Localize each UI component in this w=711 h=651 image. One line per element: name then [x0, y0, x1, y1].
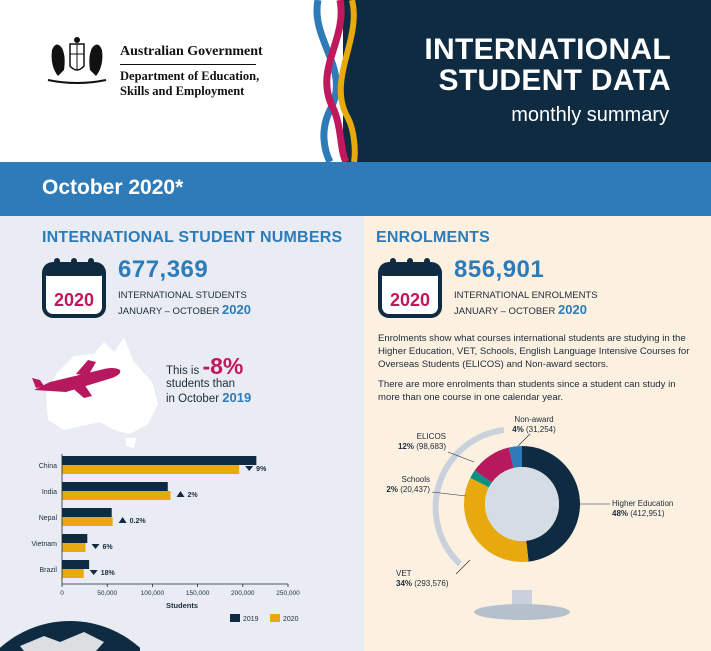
stat-year: 2019	[222, 390, 252, 405]
slice-count: (293,576)	[414, 579, 449, 588]
bar-category-label: China	[38, 463, 57, 470]
bar-category-label: Vietnam	[31, 541, 57, 548]
x-tick-label: 50,000	[97, 590, 118, 597]
bar-2019	[62, 482, 168, 491]
total-enrolments: 856,901	[454, 256, 545, 283]
slice-count: (31,254)	[526, 425, 556, 434]
bar-2019	[62, 456, 256, 465]
enrolments-caption-year: 2020	[558, 302, 587, 317]
x-tick-label: 200,000	[231, 590, 255, 597]
department-name-line2: Skills and Employment	[120, 84, 245, 98]
students-caption-line2: JANUARY – OCTOBER	[118, 306, 220, 317]
enrolments-calendar-year: 2020	[389, 290, 431, 310]
enrolments-caption	[454, 289, 598, 319]
bar-2020	[62, 569, 84, 578]
globe-stand-neck	[512, 590, 532, 606]
enrolments-caption-line1: INTERNATIONAL ENROLMENTS	[454, 290, 598, 301]
airplane-icon	[30, 360, 126, 400]
enrolments-donut-chart	[364, 412, 711, 651]
bar-2019	[62, 508, 112, 517]
government-logo-text	[120, 44, 263, 99]
slice-count: (20,437)	[400, 485, 430, 494]
enrolments-note: There are more enrolments than students since a student can study in more than one course in one calendar year.	[378, 379, 676, 403]
stat-percentage: -8%	[202, 353, 244, 379]
period-label: October 2020*	[42, 176, 184, 199]
donut-center	[485, 467, 559, 541]
down-arrow-icon	[92, 544, 100, 549]
calendar-icon	[378, 256, 442, 318]
slice-label: Higher Education	[612, 499, 674, 508]
bar-category-label: India	[41, 489, 57, 496]
bar-2020	[62, 543, 86, 552]
slice-pct: 4%	[512, 425, 526, 434]
students-caption-year: 2020	[222, 302, 251, 317]
legend-label: 2020	[283, 616, 299, 622]
bar-change-label: 0.2%	[129, 518, 146, 525]
globe-stand-base	[474, 604, 570, 620]
slice-label: Schools	[401, 475, 430, 484]
government-name: Australian Government	[120, 44, 263, 59]
bar-change-label: 9%	[256, 466, 267, 473]
bar-change-label: 2%	[187, 492, 198, 499]
x-tick-label: 150,000	[185, 590, 210, 597]
legend-label: 2019	[243, 616, 259, 622]
enrolments-heading: ENROLMENTS	[376, 229, 490, 246]
bar-category-label: Brazil	[39, 567, 57, 574]
enrolments-description: Enrolments show what courses international students are studying in the Higher Education, VET, Schools, English Language Intensive Courses for Overseas Students (ELICOS) and Non-award sectors.	[378, 333, 690, 370]
bar-2020	[62, 517, 113, 526]
students-caption-line1: INTERNATIONAL STUDENTS	[118, 290, 247, 301]
bar-category-label: Nepal	[38, 515, 57, 522]
title-line2: STUDENT DATA	[438, 64, 671, 97]
calendar-year: 2020	[53, 290, 95, 310]
slice-label: ELICOS	[416, 432, 446, 441]
page-title	[424, 34, 671, 96]
bar-2019	[62, 560, 89, 569]
slice-value	[612, 509, 665, 518]
total-students: 677,369	[118, 256, 209, 283]
slice-value	[512, 425, 556, 434]
students-caption	[118, 289, 251, 319]
x-axis-label: Students	[165, 601, 199, 610]
enrolments-caption-line2: JANUARY – OCTOBER	[454, 306, 556, 317]
slice-value	[398, 442, 446, 451]
stat-line3: in October	[166, 393, 220, 405]
up-arrow-icon	[119, 517, 127, 523]
logo-divider	[120, 64, 256, 65]
slice-value	[396, 579, 449, 588]
slice-pct: 48%	[612, 509, 631, 518]
title-line1: INTERNATIONAL	[424, 33, 671, 66]
nationality-bar-chart	[30, 452, 320, 622]
student-change-stat	[166, 353, 252, 406]
calendar-icon	[42, 256, 106, 318]
label-leader-line	[518, 434, 530, 446]
coat-of-arms-icon	[40, 36, 114, 86]
slice-count: (412,951)	[630, 509, 665, 518]
bar-2019	[62, 534, 87, 543]
ribbon-decoration	[290, 0, 380, 162]
slice-value	[386, 485, 430, 494]
x-tick-label: 0	[60, 590, 64, 597]
slice-pct: 12%	[397, 442, 417, 451]
slice-label: Non-award	[514, 415, 554, 424]
slice-count: (98,683)	[416, 442, 446, 451]
legend-swatch-2020	[270, 614, 280, 622]
slice-pct: 34%	[396, 579, 415, 588]
down-arrow-icon	[90, 570, 98, 575]
slice-label: VET	[396, 569, 412, 578]
bar-2020	[62, 465, 239, 474]
stat-line2: students than	[166, 378, 236, 390]
x-tick-label: 100,000	[140, 590, 165, 597]
bar-change-label: 6%	[102, 544, 113, 551]
stat-prefix: This is	[166, 365, 200, 377]
slice-pct: 2%	[386, 485, 401, 494]
up-arrow-icon	[176, 491, 184, 497]
student-numbers-heading: INTERNATIONAL STUDENT NUMBERS	[42, 229, 343, 246]
down-arrow-icon	[245, 466, 253, 471]
bar-change-label: 18%	[100, 570, 115, 577]
globe-icon	[0, 616, 140, 651]
bar-2020	[62, 491, 170, 500]
page-subtitle: monthly summary	[511, 104, 669, 126]
legend-swatch-2019	[230, 614, 240, 622]
x-tick-label: 250,000	[276, 590, 300, 597]
department-name-line1: Department of Education,	[120, 69, 260, 83]
